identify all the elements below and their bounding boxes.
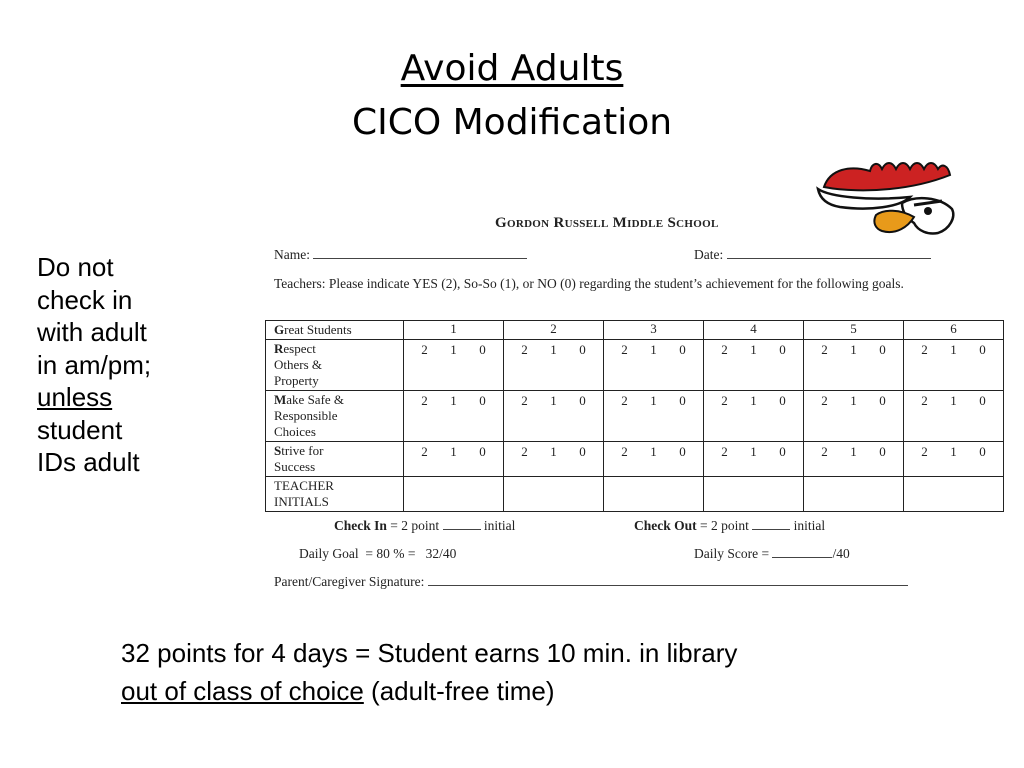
school-name: Gordon Russell Middle School (495, 215, 719, 231)
score-option: 2 (521, 444, 528, 459)
score-option: 1 (650, 444, 657, 459)
signature-blank (428, 584, 908, 586)
score-option: 2 (921, 342, 928, 357)
left-note-line: in am/pm; (37, 349, 152, 380)
score-options (604, 444, 703, 460)
score-cell (604, 442, 704, 477)
initials-label-line: TEACHER (274, 478, 334, 493)
period-header: 4 (704, 321, 804, 340)
daily-score-line (694, 546, 850, 562)
score-option: 2 (421, 342, 428, 357)
score-cell (704, 442, 804, 477)
score-option: 1 (950, 444, 957, 459)
check-out-label: Check Out (634, 518, 697, 533)
initials-cell (604, 477, 704, 512)
bottom-note (121, 634, 737, 710)
score-option: 1 (850, 342, 857, 357)
score-option: 0 (879, 393, 886, 408)
left-note-line: with adult (37, 317, 147, 347)
score-option: 1 (950, 393, 957, 408)
goals-table (265, 320, 1004, 512)
name-row (274, 247, 527, 263)
score-options (504, 444, 603, 460)
period-header: 6 (904, 321, 1004, 340)
score-option: 2 (621, 393, 628, 408)
check-in-points: = 2 point (386, 518, 440, 533)
daily-score-blank (772, 556, 832, 558)
score-options (504, 342, 603, 358)
score-option: 1 (850, 393, 857, 408)
score-option: 0 (779, 444, 786, 459)
goal-text: Responsible (274, 408, 338, 423)
check-out-line (634, 518, 825, 534)
score-cell (904, 391, 1004, 442)
score-options (804, 444, 903, 460)
score-option: 0 (879, 342, 886, 357)
score-option: 1 (450, 393, 457, 408)
goal-row (266, 442, 1004, 477)
score-cell (404, 340, 504, 391)
score-option: 0 (779, 393, 786, 408)
score-options (404, 342, 503, 358)
score-option: 2 (421, 444, 428, 459)
score-option: 0 (479, 393, 486, 408)
bottom-line-1: 32 points for 4 days = Student earns 10 min. in library (121, 638, 738, 668)
name-label: Name: (274, 247, 310, 262)
goal-text: Success (274, 459, 316, 474)
score-options (704, 393, 803, 409)
score-option: 2 (521, 342, 528, 357)
score-options (404, 393, 503, 409)
initials-cell (804, 477, 904, 512)
goal-text: Choices (274, 424, 316, 439)
score-option: 2 (821, 342, 828, 357)
score-options (904, 393, 1003, 409)
score-cell (404, 442, 504, 477)
initials-cell (704, 477, 804, 512)
score-option: 0 (579, 393, 586, 408)
period-header: 1 (404, 321, 504, 340)
goal-initial: R (274, 341, 284, 356)
score-options (904, 444, 1003, 460)
score-cell (804, 391, 904, 442)
score-option: 1 (450, 342, 457, 357)
period-header: 5 (804, 321, 904, 340)
score-option: 1 (550, 444, 557, 459)
daily-score-denominator: /40 (832, 546, 850, 561)
goal-row (266, 340, 1004, 391)
score-options (604, 342, 703, 358)
score-options (504, 393, 603, 409)
score-options (804, 342, 903, 358)
score-options (904, 342, 1003, 358)
title-line-2: CICO Modification (351, 102, 673, 143)
score-cell (904, 442, 1004, 477)
initials-label (266, 477, 404, 512)
title-line-1: Avoid Adults (400, 48, 624, 89)
left-note-line: check in (37, 284, 133, 315)
score-option: 1 (550, 393, 557, 408)
initials-row (266, 477, 1004, 512)
score-option: 0 (679, 393, 686, 408)
score-option: 0 (979, 393, 986, 408)
score-option: 2 (821, 444, 828, 459)
left-note (37, 251, 207, 479)
score-cell (504, 340, 604, 391)
score-cell (704, 391, 804, 442)
score-option: 2 (621, 342, 628, 357)
score-option: 1 (750, 444, 757, 459)
slide-title (0, 42, 1024, 150)
goal-text: Others & (274, 357, 323, 372)
initials-cell (404, 477, 504, 512)
score-option: 2 (921, 444, 928, 459)
header-row (266, 321, 1004, 340)
goal-label (266, 442, 404, 477)
left-note-line: IDs adult (37, 447, 140, 477)
score-cell (604, 340, 704, 391)
score-option: 0 (979, 342, 986, 357)
bottom-underlined: out of class of choice (121, 676, 364, 706)
score-option: 2 (821, 393, 828, 408)
check-out-blank (752, 528, 790, 530)
eagle-mascot-icon (810, 157, 960, 245)
score-options (404, 444, 503, 460)
goal-text: trive for (281, 443, 324, 458)
cico-form-image (262, 205, 1007, 605)
daily-score-label: Daily Score = (694, 546, 770, 561)
score-option: 0 (879, 444, 886, 459)
score-cell (804, 340, 904, 391)
initials-cell (504, 477, 604, 512)
score-option: 1 (650, 393, 657, 408)
check-out-points: = 2 point (696, 518, 749, 533)
score-option: 1 (450, 444, 457, 459)
score-option: 1 (950, 342, 957, 357)
score-option: 0 (479, 342, 486, 357)
score-option: 0 (479, 444, 486, 459)
score-option: 2 (721, 393, 728, 408)
score-option: 0 (779, 342, 786, 357)
check-out-initial: initial (793, 518, 826, 533)
header-goal-cell: Great Students (266, 321, 404, 340)
score-option: 1 (750, 393, 757, 408)
date-blank (727, 257, 931, 259)
score-cell (904, 340, 1004, 391)
signature-label: Parent/Caregiver Signature: (274, 574, 425, 589)
score-options (804, 393, 903, 409)
date-label: Date: (694, 247, 724, 262)
goal-text: Property (274, 373, 319, 388)
goal-text: espect (283, 341, 316, 356)
score-option: 2 (721, 342, 728, 357)
name-blank (313, 257, 527, 259)
score-option: 0 (579, 342, 586, 357)
goal-label (266, 340, 404, 391)
goal-label (266, 391, 404, 442)
signature-line (274, 574, 908, 590)
score-option: 2 (621, 444, 628, 459)
score-options (704, 342, 803, 358)
score-option: 0 (679, 444, 686, 459)
score-options (604, 393, 703, 409)
check-in-blank (443, 528, 481, 530)
score-cell (404, 391, 504, 442)
goal-initial: S (274, 443, 282, 458)
score-option: 2 (521, 393, 528, 408)
score-option: 2 (721, 444, 728, 459)
check-in-initial: initial (483, 518, 516, 533)
score-option: 0 (679, 342, 686, 357)
instructions: Teachers: Please indicate YES (2), So-So (1), or NO (0) regarding the student’s achievement for the following goals. (274, 276, 904, 291)
bottom-line-2 (121, 672, 737, 710)
date-row (694, 247, 931, 263)
left-note-underlined: unless (37, 382, 113, 412)
score-cell (504, 442, 604, 477)
score-option: 1 (550, 342, 557, 357)
score-option: 2 (921, 393, 928, 408)
bottom-rest: (adult-free time) (363, 676, 555, 706)
score-cell (604, 391, 704, 442)
score-cell (504, 391, 604, 442)
score-option: 2 (421, 393, 428, 408)
score-options (704, 444, 803, 460)
goal-row (266, 391, 1004, 442)
initials-label-line: INITIALS (274, 494, 329, 509)
period-header: 2 (504, 321, 604, 340)
check-in-line (334, 518, 515, 534)
daily-goal: Daily Goal = 80 % = 32/40 (299, 546, 457, 561)
goal-initial: M (274, 392, 287, 407)
score-option: 0 (979, 444, 986, 459)
left-note-line: Do not (37, 252, 114, 282)
score-option: 1 (850, 444, 857, 459)
score-option: 0 (579, 444, 586, 459)
initials-cell (904, 477, 1004, 512)
period-header: 3 (604, 321, 704, 340)
score-cell (804, 442, 904, 477)
score-cell (704, 340, 804, 391)
left-note-line: student (37, 414, 123, 445)
score-option: 1 (750, 342, 757, 357)
goal-text: ake Safe & (286, 392, 345, 407)
check-in-label: Check In (334, 518, 387, 533)
score-option: 1 (650, 342, 657, 357)
